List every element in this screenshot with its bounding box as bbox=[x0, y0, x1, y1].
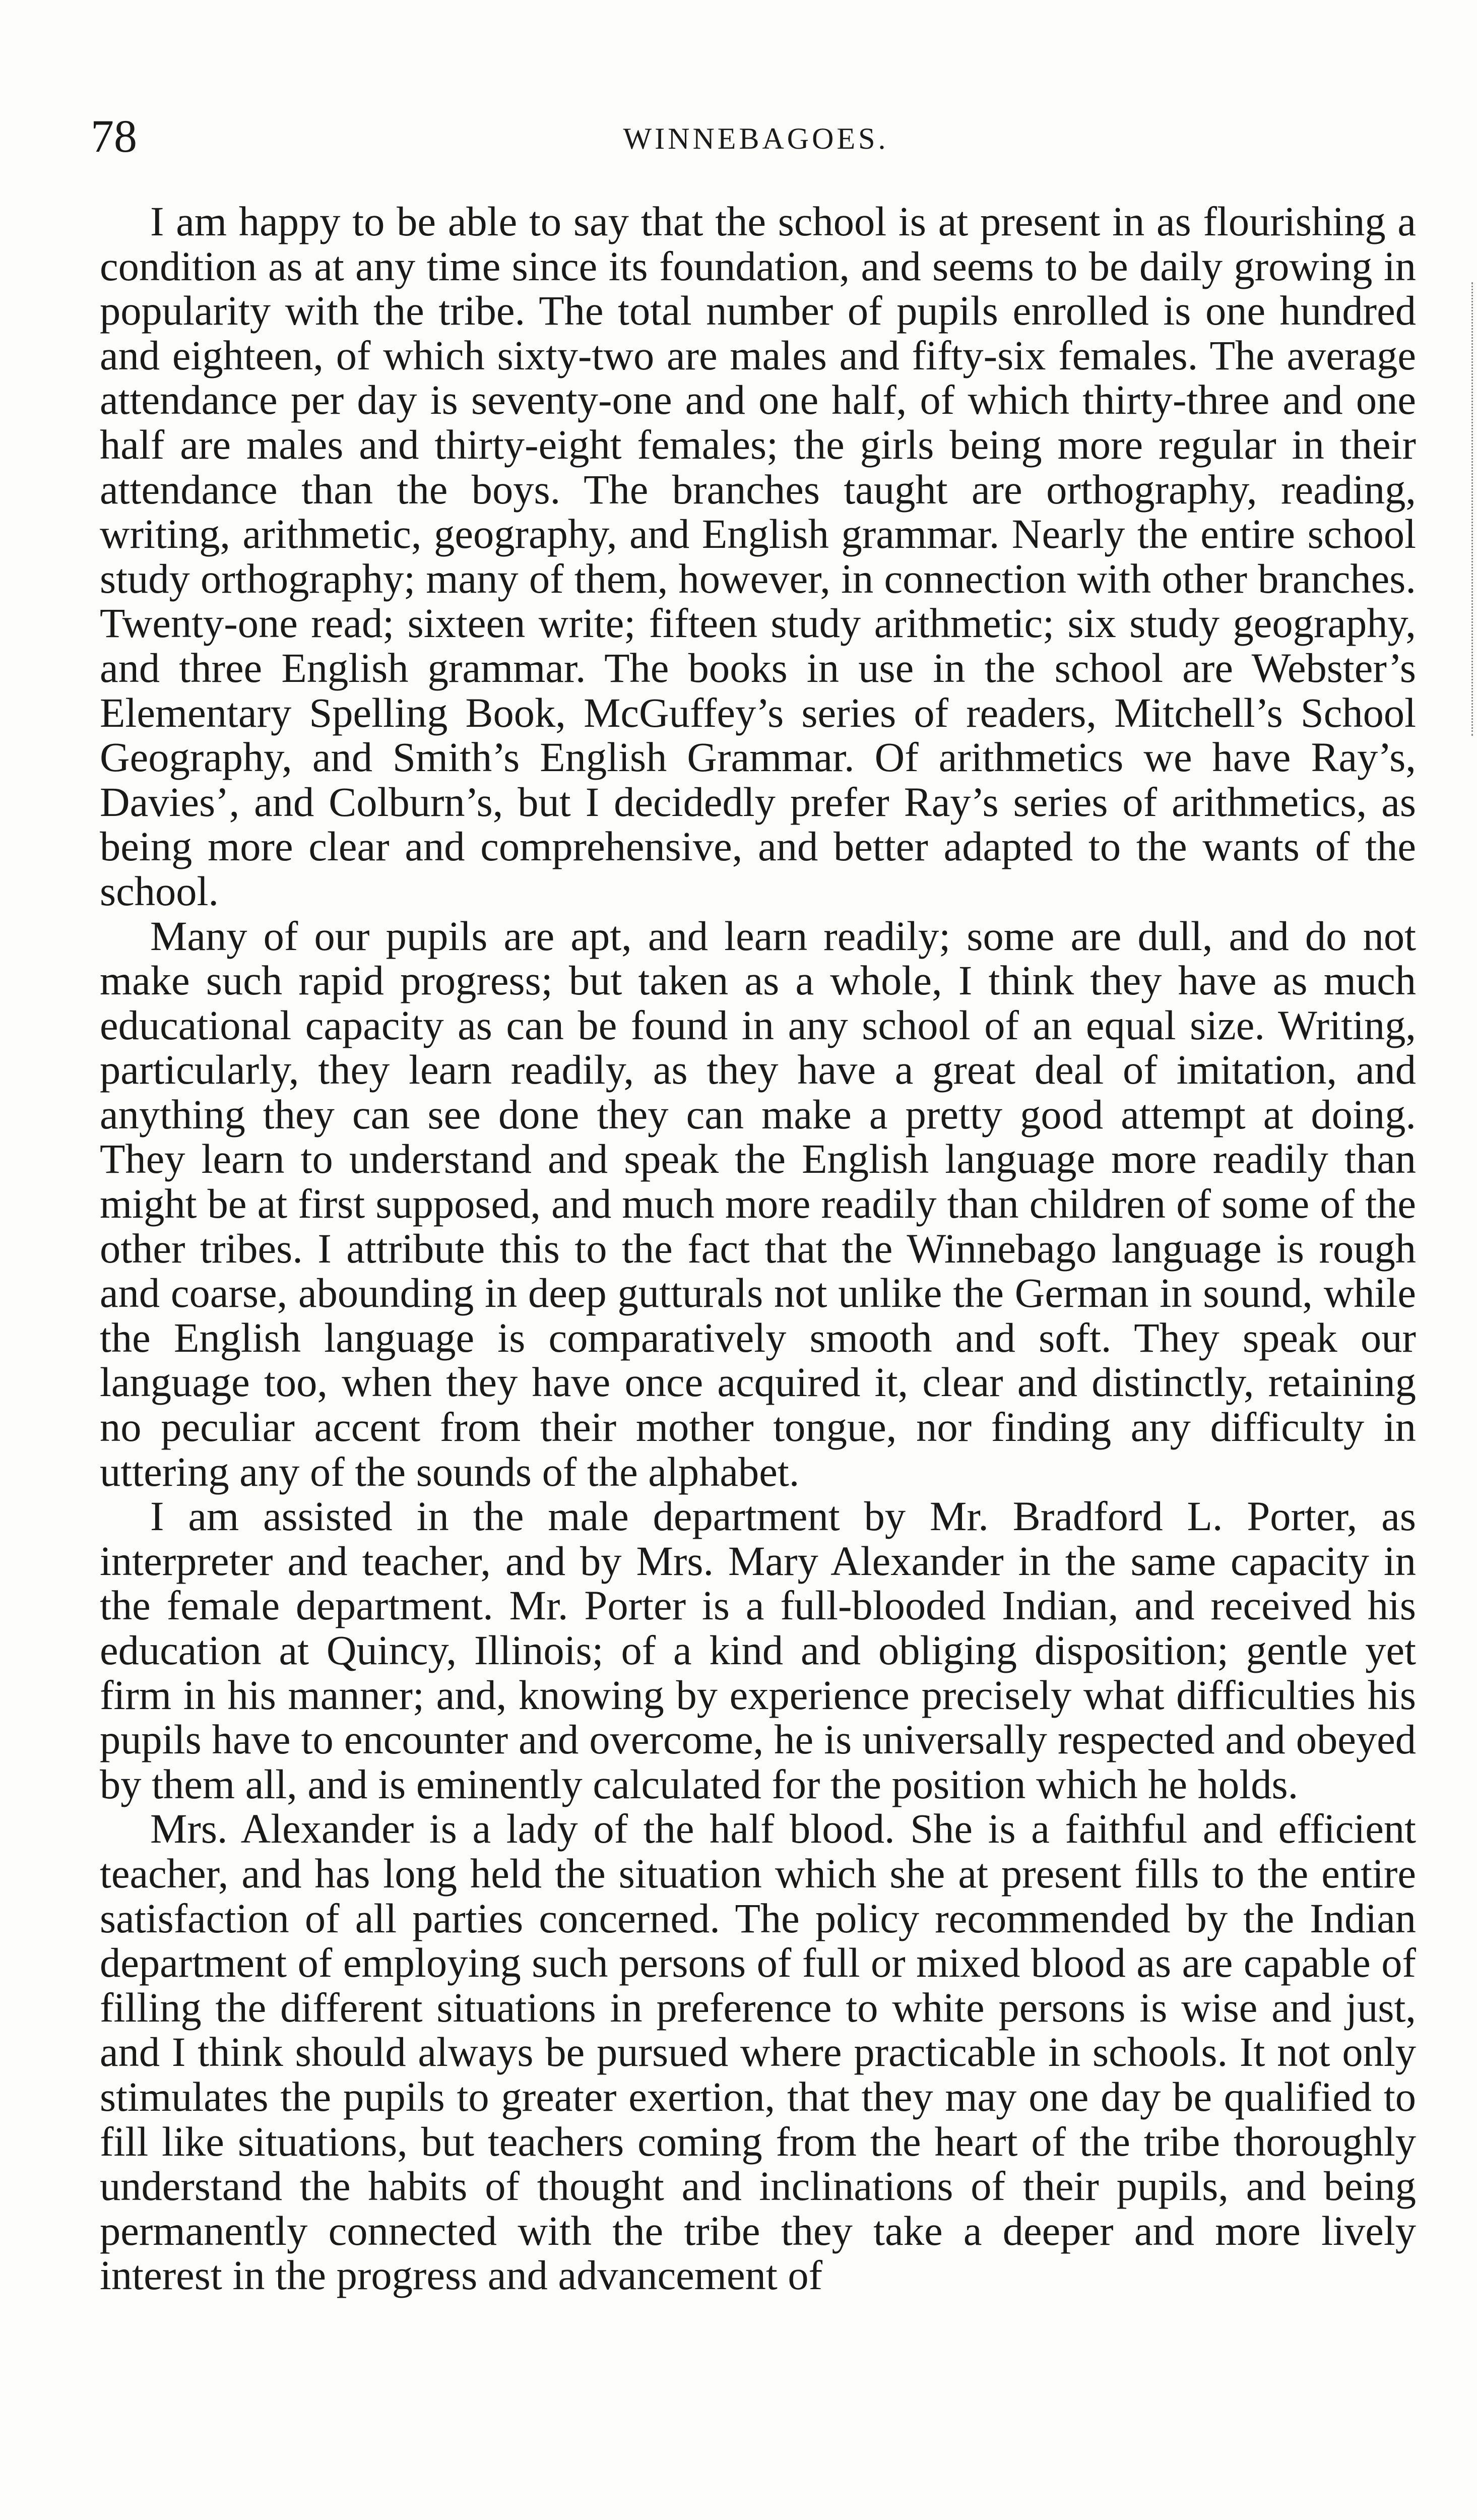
body-text bbox=[100, 199, 1416, 2298]
page-number: 78 bbox=[91, 110, 137, 162]
running-head: WINNEBAGOES. bbox=[623, 122, 889, 155]
scan-edge-marks bbox=[1468, 282, 1473, 736]
paragraph-pupil-aptitude: Many of our pupils are apt, and learn readily; some are dull, and do not make such rapid progress; but taken as a whole, I think they have as much educational capacity as can be found in any school of an equal size. Writing, particularly, they learn readily, as they have a great deal of imitation, and anything they can see done they can make a pretty good attempt at doing. They learn to understand and speak the English language more readily than might be at first supposed, and much more readily than children of some of the other tribes. I attribute this to the fact that the Winnebago language is rough and coarse, abounding in deep gutturals not unlike the German in sound, while the English language is comparatively smooth and soft. They speak our language too, when they have once acquired it, clear and distinctly, retaining no peculiar accent from their mother tongue, nor finding any difficulty in uttering any of the sounds of the alphabet. bbox=[100, 912, 1416, 1495]
paragraph-school-condition: I am happy to be able to say that the school is at present in as flourishing a condition as at any time since its foundation, and seems to be daily growing in popularity with the tribe. The total number of pupils enrolled is one hundred and eighteen, of which sixty-two are males and fifty-six females. The average attendance per day is seventy-one and one half, of which thirty-three and one half are males and thirty-eight females; the girls being more regular in their attendance than the boys. The branches taught are orthography, reading, writing, arithmetic, geography, and English grammar. Nearly the entire school study orthography; many of them, however, in connection with other branches. Twenty-one read; sixteen write; fifteen study arithmetic; six study geography, and three English grammar. The books in use in the school are Webster’s Elementary Spelling Book, McGuffey’s series of readers, Mitchell’s School Geography, and Smith’s English Grammar. Of arithmetics we have Ray’s, Davies’, and Colburn’s, but I decidedly prefer Ray’s series of arithmetics, as being more clear and comprehensive, and better adapted to the wants of the school. bbox=[100, 198, 1416, 914]
paragraph-mrs-alexander: Mrs. Alexander is a lady of the half blood. She is a faithful and efficient teacher, and has long held the situation which she at present fills to the entire satisfaction of all parties concerned. The policy recommended by the Indian department of employing such persons of full or mixed blood as are capable of filling the different situations in preference to white persons is wise and just, and I think should always be pursued where practicable in schools. It not only stimulates the pupils to greater exertion, that they may one day be qualified to fill like situations, but teachers coming from the heart of the tribe thoroughly understand the habits of thought and inclinations of their pupils, and being permanently connected with the tribe they take a deeper and more lively interest in the progress and advancement of bbox=[100, 1805, 1416, 2299]
paragraph-assistants: I am assisted in the male department by Mr. Bradford L. Porter, as interpreter and teacher, and by Mrs. Mary Alexander in the same capacity in the female department. Mr. Porter is a full-blooded Indian, and received his education at Quincy, Illinois; of a kind and obliging disposition; gentle yet firm in his manner; and, knowing by experience precisely what difficulties his pupils have to encounter and overcome, he is universally respected and obeyed by them all, and is eminently calculated for the position which he holds. bbox=[100, 1493, 1416, 1807]
page-header bbox=[91, 108, 1421, 164]
